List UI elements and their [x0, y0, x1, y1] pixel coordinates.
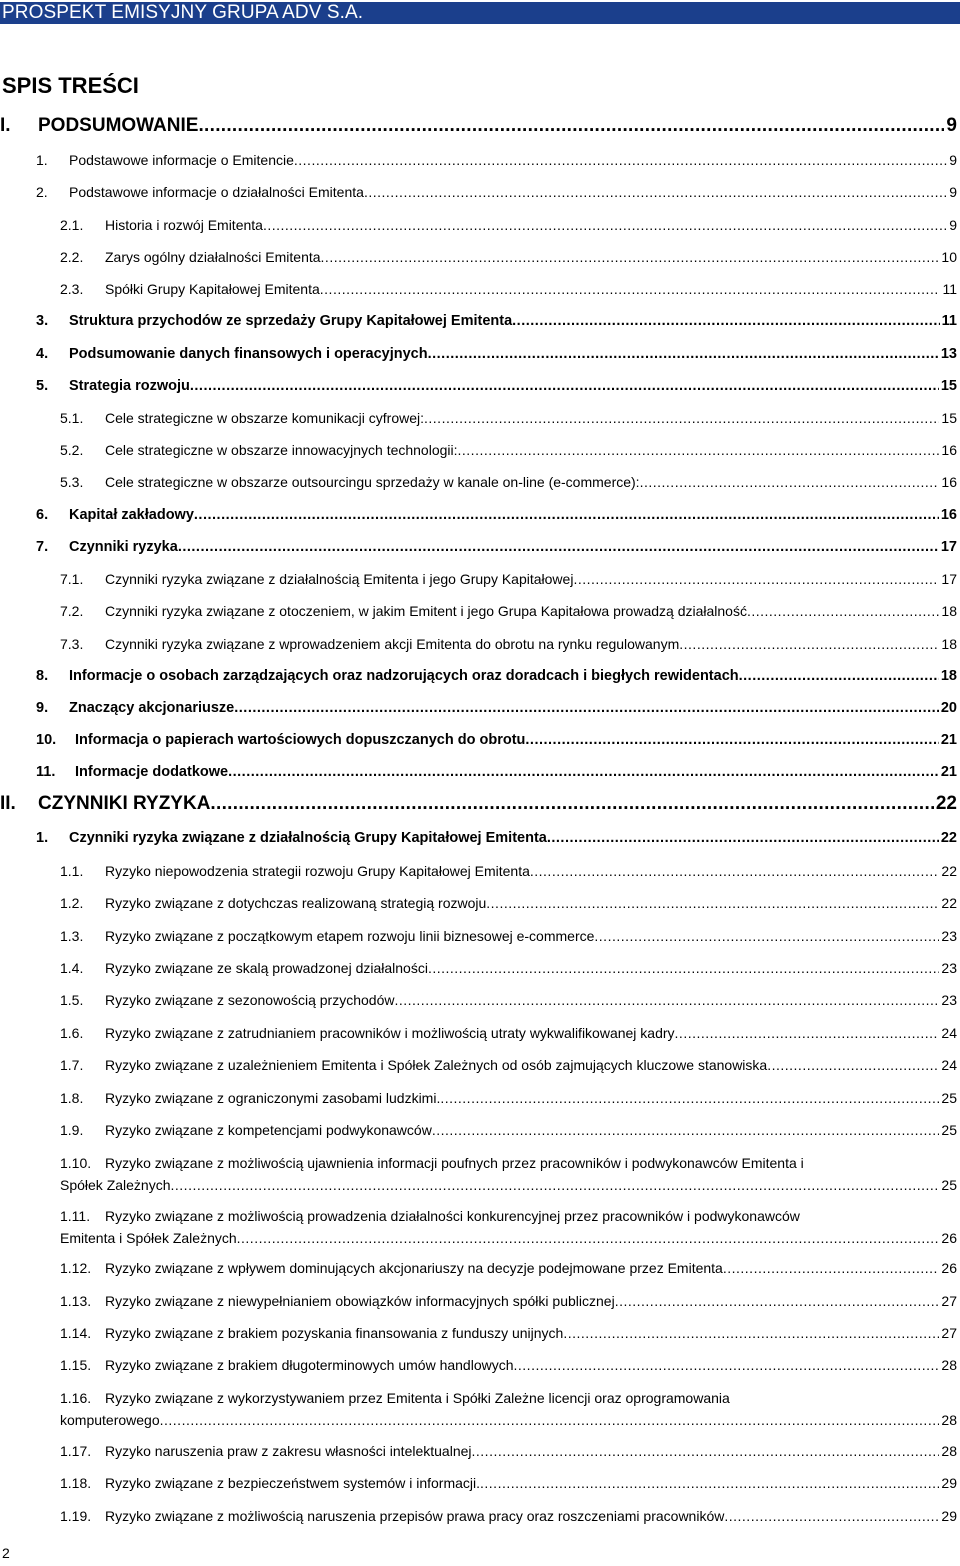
- toc-entry-page: 21: [940, 764, 957, 780]
- toc-entry-number: 1.8.: [60, 1090, 84, 1106]
- toc-entry-title: Czynniki ryzyka związane z otoczeniem, w jakim Emitent i jego Grupa Kapitałowa prowadzą działalność: [105, 603, 747, 619]
- toc-leader-dots: [424, 408, 939, 428]
- toc-leader-dots: [210, 791, 933, 817]
- toc-entry-title: Ryzyko związane z wpływem dominujących akcjonariuszy na decyzje podejmowane przez Emitenta: [105, 1260, 723, 1276]
- toc-leader-dots: [547, 828, 939, 848]
- toc-entry-number: 2.1.: [60, 217, 84, 233]
- header-title: PROSPEKT EMISYJNY GRUPA ADV S.A.: [2, 2, 364, 23]
- toc-entry-page: 29: [941, 1475, 957, 1491]
- toc-leader-dots: [320, 279, 941, 299]
- document-header: [0, 2, 960, 24]
- toc-entry-page: 27: [941, 1325, 957, 1341]
- toc-entry-title: Historia i rozwój Emitenta: [105, 217, 263, 233]
- toc-leader-dots: [480, 1473, 939, 1493]
- toc-entry-title: Czynniki ryzyka: [69, 539, 178, 555]
- toc-entry-number: 5.1.: [60, 410, 84, 426]
- toc-entry-number: 5.3.: [60, 474, 84, 490]
- toc-entry-title: Czynniki ryzyka związane z działalnością Grupy Kapitałowej Emitenta: [69, 830, 547, 846]
- toc-entry-page: 28: [941, 1412, 957, 1428]
- toc-leader-dots: [679, 634, 939, 654]
- toc-entry-number: 6.: [36, 507, 49, 523]
- toc-entry-number: 2.2.: [60, 249, 84, 265]
- toc-entry-number: 1.2.: [60, 895, 84, 911]
- toc-entry-page: 28: [941, 1357, 957, 1373]
- toc-entry-page: 9: [949, 152, 957, 168]
- toc-leader-dots: [321, 247, 940, 267]
- toc-entry-page: 17: [940, 539, 957, 555]
- toc-entry-title: Ryzyko związane z możliwością naruszenia przepisów prawa pracy oraz roszczeniami pracowników: [105, 1508, 725, 1524]
- toc-entry-page: 23: [941, 992, 957, 1008]
- toc-entry-title-continued: Spółek Zależnych: [60, 1177, 171, 1193]
- toc-entry-number: 2.3.: [60, 281, 84, 297]
- toc-entry-number: 1.12.: [60, 1260, 92, 1276]
- toc-entry-title: Spółki Grupy Kapitałowej Emitenta: [105, 281, 320, 297]
- toc-entry-title: Ryzyko związane z niewypełnianiem obowiązków informacyjnych spółki publicznej: [105, 1293, 615, 1309]
- toc-leader-dots: [615, 1291, 940, 1311]
- toc-leader-dots: [234, 698, 939, 718]
- toc-entry-number: 1.7.: [60, 1057, 84, 1073]
- toc-entry-page: 25: [941, 1122, 957, 1138]
- toc-entry-number: 1.4.: [60, 960, 84, 976]
- toc-entry-page: 26: [941, 1230, 957, 1246]
- toc-entry-page: 9: [949, 184, 957, 200]
- toc-entry-title: Znaczący akcjonariusze: [69, 700, 235, 716]
- toc-leader-dots: [514, 1355, 940, 1375]
- page-number: 2: [2, 1545, 10, 1561]
- toc-entry-page: 20: [940, 700, 957, 716]
- toc-entry-title: Cele strategiczne w obszarze outsourcingu sprzedaży w kanale on-line (e-commerce):: [105, 474, 640, 490]
- toc-entry-title-continued: Emitenta i Spółek Zależnych: [60, 1230, 237, 1246]
- toc-entry-page: 11: [942, 281, 957, 297]
- toc-entry-title: Czynniki ryzyka związane z działalnością Emitenta i jego Grupy Kapitałowej: [105, 571, 574, 587]
- toc-leader-dots: [171, 1175, 940, 1195]
- toc-leader-dots: [428, 958, 939, 978]
- toc-entry-title: Ryzyko związane z uzależnieniem Emitenta i Spółek Zależnych od osób zajmujących kluczowe stanowiska: [105, 1057, 768, 1073]
- toc-entry-title: Informacje dodatkowe: [75, 764, 229, 780]
- toc-entry-number: 1.: [36, 152, 48, 168]
- toc-entry-page: 18: [940, 668, 957, 684]
- toc-entry-number: 11.: [36, 764, 56, 780]
- toc-leader-dots: [198, 113, 944, 139]
- toc-entry-title: Kapitał zakładowy: [69, 507, 194, 523]
- toc-entry-title: Cele strategiczne w obszarze komunikacji cyfrowej:: [105, 410, 425, 426]
- toc-leader-dots: [190, 376, 939, 396]
- toc-entry-page: 28: [941, 1443, 957, 1459]
- toc-entry-number: I.: [0, 115, 11, 136]
- toc-entry-page: 27: [941, 1293, 957, 1309]
- toc-entry-number: 1.9.: [60, 1122, 84, 1138]
- toc-leader-dots: [237, 1228, 940, 1248]
- toc-leader-dots: [178, 537, 939, 557]
- toc-entry-number: 7.1.: [60, 571, 84, 587]
- toc-leader-dots: [472, 1441, 940, 1461]
- toc-entry-number: 1.10.: [60, 1155, 92, 1171]
- toc-entry-number: 1.18.: [60, 1475, 92, 1491]
- toc-entry-number: 1.11.: [60, 1208, 91, 1224]
- toc-entry-page: 17: [941, 571, 957, 587]
- toc-entry-number: 5.2.: [60, 442, 84, 458]
- toc-leader-dots: [364, 182, 947, 202]
- toc-entry-title: Ryzyko związane z ograniczonymi zasobami ludzkimi.: [105, 1090, 441, 1106]
- toc-entry-title: Podsumowanie danych finansowych i operacyjnych: [69, 346, 428, 362]
- toc-entry-title: Ryzyko związane z możliwością prowadzenia działalności konkurencyjnej przez pracowników i podwykonawców: [105, 1208, 800, 1224]
- toc-entry-title: Ryzyko związane z bezpieczeństwem systemów i informacji.: [105, 1475, 481, 1491]
- toc-entry-page: 22: [935, 793, 957, 814]
- toc-entry-page: 21: [940, 732, 957, 748]
- toc-entry-title: Ryzyko związane z brakiem długoterminowych umów handlowych: [105, 1357, 514, 1373]
- toc-leader-dots: [294, 150, 947, 170]
- toc-leader-dots: [675, 1023, 940, 1043]
- toc-leader-dots: [767, 1055, 939, 1075]
- toc-entry-title: Ryzyko związane z początkowym etapem rozwoju linii biznesowej e-commerce: [105, 928, 595, 944]
- toc-leader-dots: [739, 666, 939, 686]
- toc-entry-number: 4.: [36, 346, 49, 362]
- toc-entry-page: 9: [946, 115, 957, 136]
- toc-entry-page: 25: [941, 1177, 957, 1193]
- toc-leader-dots: [512, 311, 940, 331]
- toc-entry-page: 29: [941, 1508, 957, 1524]
- toc-entry-number: 7.2.: [60, 603, 84, 619]
- toc-entry-title: Cele strategiczne w obszarze innowacyjnych technologii:: [105, 442, 458, 458]
- toc-entry-number: 1.3.: [60, 928, 84, 944]
- toc-entry-page: 13: [940, 346, 957, 362]
- toc-entry-number: 3.: [36, 313, 49, 329]
- toc-leader-dots: [530, 861, 940, 881]
- toc-entry-title: Ryzyko związane z wykorzystywaniem przez Emitenta i Spółki Zależne licencji oraz oprogramowania: [105, 1390, 730, 1406]
- toc-entry-page: 26: [941, 1260, 957, 1276]
- toc-leader-dots: [394, 990, 939, 1010]
- toc-entry-title: Ryzyko związane z zatrudnianiem pracowników i możliwością utraty wykwalifikowanej kadry: [105, 1025, 675, 1041]
- toc-entry-page: 22: [941, 863, 957, 879]
- toc-entry-page: 9: [949, 217, 957, 233]
- toc-entry-page: 18: [941, 603, 957, 619]
- toc-entry-title: Informacje o osobach zarządzających oraz nadzorujących oraz doradcach i biegłych rewidentach: [69, 668, 739, 684]
- toc-entry-page: 22: [941, 895, 957, 911]
- toc-entry-page: 16: [940, 507, 957, 523]
- toc-leader-dots: [747, 601, 939, 621]
- toc-entry-page: 24: [941, 1025, 957, 1041]
- toc-entry-number: 1.5.: [60, 992, 84, 1008]
- toc-entry-title: CZYNNIKI RYZYKA: [38, 793, 211, 814]
- toc-leader-dots: [458, 440, 940, 460]
- toc-leader-dots: [563, 1323, 939, 1343]
- toc-entry-page: 22: [940, 830, 957, 846]
- toc-entry-number: 1.13.: [60, 1293, 92, 1309]
- toc-entry-title: PODSUMOWANIE: [38, 115, 199, 136]
- toc-entry-number: II.: [0, 793, 16, 814]
- toc-entry-number: 1.6.: [60, 1025, 84, 1041]
- toc-entry-title: Ryzyko związane z kompetencjami podwykonawców: [105, 1122, 432, 1138]
- toc-leader-dots: [160, 1410, 940, 1430]
- toc-entry-number: 1.15.: [60, 1357, 92, 1373]
- toc-entry-number: 2.: [36, 184, 48, 200]
- toc-leader-dots: [228, 762, 939, 782]
- toc-leader-dots: [723, 1258, 940, 1278]
- toc-entry-number: 1.14.: [60, 1325, 92, 1341]
- toc-entry-number: 1.17.: [60, 1443, 92, 1459]
- toc-entry-title: Ryzyko niepowodzenia strategii rozwoju Grupy Kapitałowej Emitenta: [105, 863, 530, 879]
- toc-title: SPIS TREŚCI: [2, 73, 139, 98]
- toc-leader-dots: [432, 1120, 940, 1140]
- toc-entry-title: Podstawowe informacje o Emitencie: [69, 152, 294, 168]
- toc-entry-number: 10.: [36, 732, 57, 748]
- toc-entry-title-continued: komputerowego: [60, 1412, 160, 1428]
- toc-entry-page: 16: [941, 474, 957, 490]
- toc-entry-number: 9.: [36, 700, 49, 716]
- toc-entry-title: Ryzyko związane ze skalą prowadzonej działalności: [105, 960, 428, 976]
- toc-entry-title: Czynniki ryzyka związane z wprowadzeniem akcji Emitenta do obrotu na rynku regulowanym: [105, 636, 680, 652]
- toc-entry-title: Podstawowe informacje o działalności Emitenta: [69, 184, 364, 200]
- toc-entry-title: Ryzyko związane z możliwością ujawnienia informacji poufnych przez pracowników i podwykonawców Emitenta i: [105, 1155, 804, 1171]
- toc-entry-page: 23: [941, 960, 957, 976]
- toc-entry-title: Informacja o papierach wartościowych dopuszczanych do obrotu: [75, 732, 526, 748]
- toc-entry-page: 16: [941, 442, 957, 458]
- toc-leader-dots: [525, 730, 938, 750]
- toc-leader-dots: [640, 472, 940, 492]
- toc-leader-dots: [594, 926, 939, 946]
- toc-entry-number: 1.1.: [60, 863, 84, 879]
- toc-entry-page: 10: [941, 249, 957, 265]
- toc-entry-page: 25: [941, 1090, 957, 1106]
- toc-entry-title: Strategia rozwoju: [69, 378, 190, 394]
- toc-entry-page: 15: [941, 410, 957, 426]
- toc-entry-title: Zarys ogólny działalności Emitenta: [105, 249, 321, 265]
- toc-leader-dots: [428, 344, 939, 364]
- toc-entry-title: Ryzyko związane z sezonowością przychodów: [105, 992, 395, 1008]
- toc-leader-dots: [573, 569, 939, 589]
- toc-entry-number: 8.: [36, 668, 49, 684]
- toc-entry-page: 11: [941, 313, 957, 329]
- toc-entry-title: Struktura przychodów ze sprzedaży Grupy Kapitałowej Emitenta: [69, 313, 513, 329]
- toc-entry-number: 7.: [36, 539, 49, 555]
- toc-entry-title: Ryzyko związane z dotychczas realizowaną strategią rozwoju: [105, 895, 487, 911]
- toc-leader-dots: [724, 1506, 939, 1526]
- toc-entry-number: 1.19.: [60, 1508, 92, 1524]
- toc-leader-dots: [263, 215, 947, 235]
- toc-entry-number: 7.3.: [60, 636, 84, 652]
- toc-entry-page: 18: [941, 636, 957, 652]
- toc-entry-title: Ryzyko związane z brakiem pozyskania finansowania z funduszy unijnych: [105, 1325, 564, 1341]
- toc-entry-number: 5.: [36, 378, 49, 394]
- toc-leader-dots: [440, 1088, 939, 1108]
- toc-entry-page: 24: [941, 1057, 957, 1073]
- toc-entry-number: 1.16.: [60, 1390, 92, 1406]
- toc-leader-dots: [486, 893, 939, 913]
- toc-leader-dots: [194, 505, 939, 525]
- toc-entry-page: 23: [941, 928, 957, 944]
- toc-entry-number: 1.: [36, 830, 49, 846]
- toc-entry-title: Ryzyko naruszenia praw z zakresu własności intelektualnej: [105, 1443, 472, 1459]
- toc-entry-page: 15: [940, 378, 957, 394]
